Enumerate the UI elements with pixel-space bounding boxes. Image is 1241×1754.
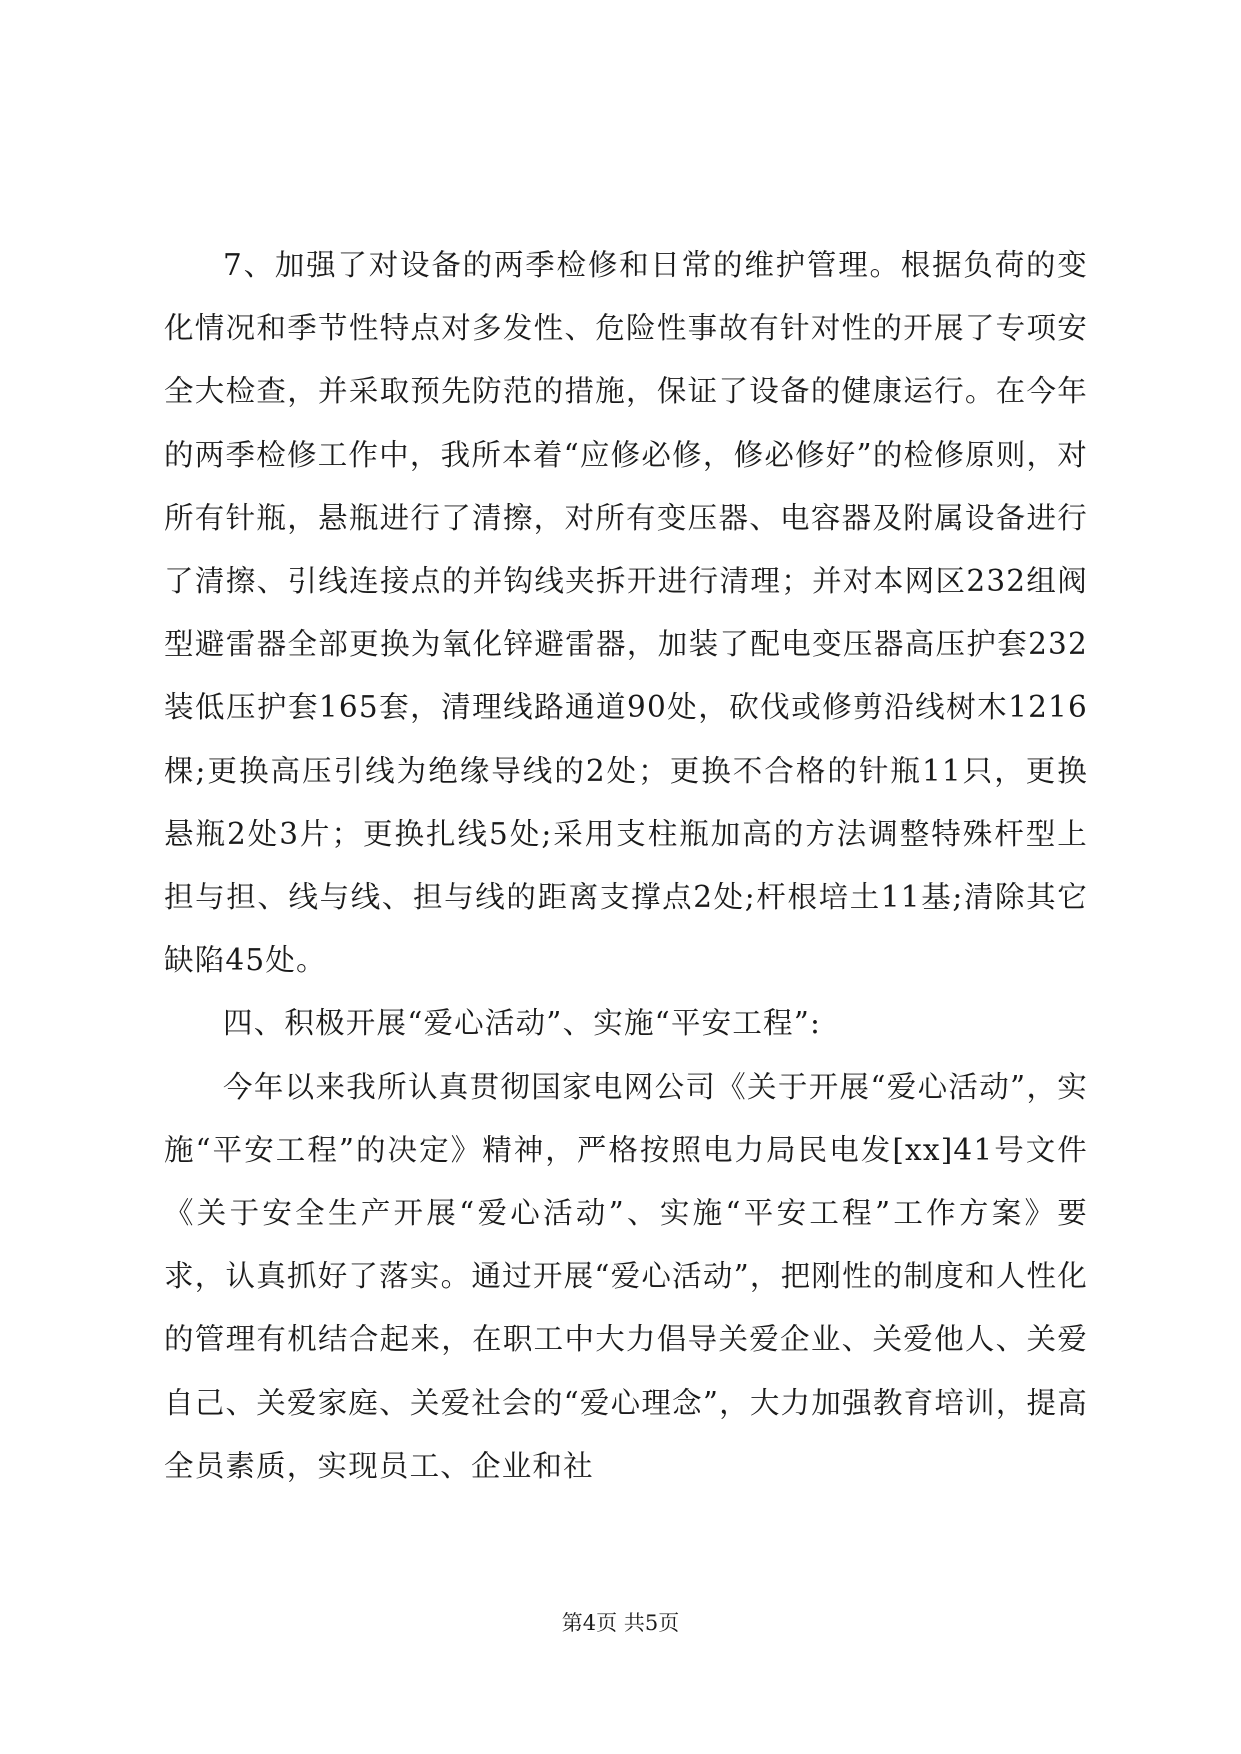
document-body	[164, 234, 1088, 1498]
section-heading-love-activity: 四、积极开展“爱心活动”、实施“平安工程”:	[223, 1006, 822, 1041]
page-number-footer: 第4页 共5页	[561, 1611, 680, 1635]
paragraph-love-activity: 今年以来我所认真贯彻国家电网公司《关于开展“爱心活动”，实施“平安工程”的决定》精神，严格按照电力局民电发[xx]41号文件《关于安全生产开展“爱心活动”、实施“平安工程”工作方案》要求，认真抓好了落实。通过开展“爱心活动”，把刚性的制度和人性化的管理有机结合起来，在职工中大力倡导关爱企业、关爱他人、关爱自己、关爱家庭、关爱社会的“爱心理念”，大力加强教育培训，提高全员素质，实现员工、企业和社	[164, 1069, 1088, 1483]
paragraph-equipment-maintenance: 7、加强了对设备的两季检修和日常的维护管理。根据负荷的变化情况和季节性特点对多发性、危险性事故有针对性的开展了专项安全大检查，并采取预先防范的措施，保证了设备的健康运行。在今年的两季检修工作中，我所本着“应修必修，修必修好”的检修原则，对所有针瓶，悬瓶进行了清擦，对所有变压器、电容器及附属设备进行了清擦、引线连接点的并钩线夹拆开进行清理；并对本网区232组阀型避雷器全部更换为氧化锌避雷器，加装了配电变压器高压护套232装低压护套165套，清理线路通道90处，砍伐或修剪沿线树木1216棵;更换高压引线为绝缘导线的2处；更换不合格的针瓶11只，更换悬瓶2处3片；更换扎线5处;采用支柱瓶加高的方法调整特殊杆型上担与担、线与线、担与线的距离支撑点2处;杆根培土11基;清除其它缺陷45处。	[164, 248, 1088, 978]
